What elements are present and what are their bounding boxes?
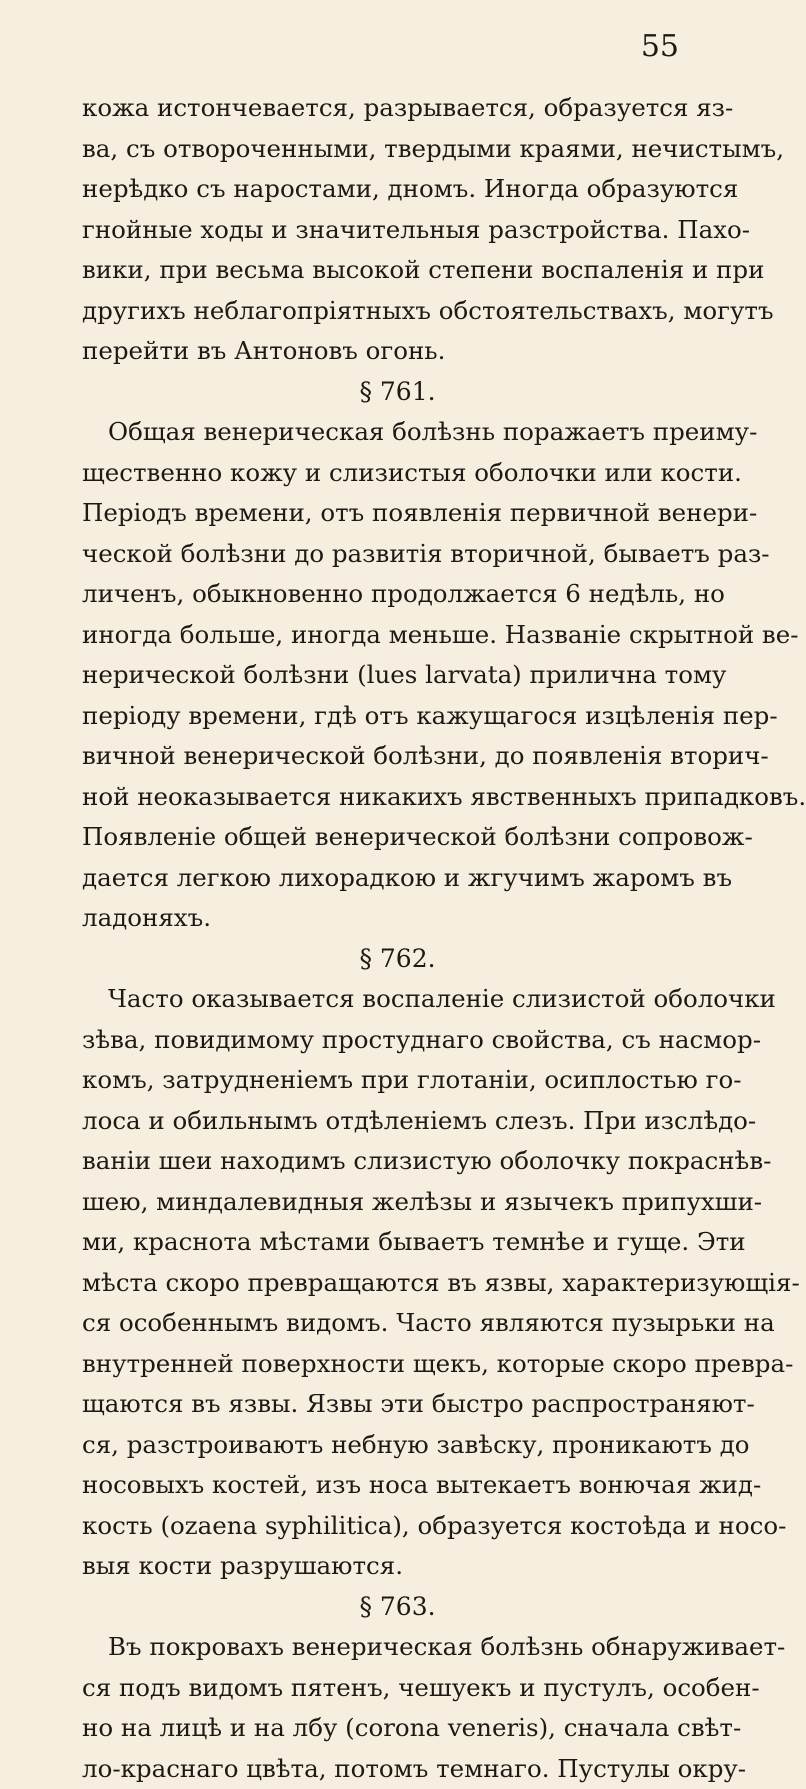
text-line: щаются въ язвы. Язвы эти быстро распространяют- — [82, 1384, 713, 1425]
text-line: ческой болѣзни до развитія вторичной, бываетъ раз- — [82, 534, 713, 575]
text-line: личенъ, обыкновенно продолжается 6 недѣль, но — [82, 574, 713, 615]
text-line: ва, съ отвороченными, твердыми краями, нечистымъ, — [82, 129, 713, 170]
page-text — [82, 88, 713, 1789]
text-line: вичной венерической болѣзни, до появленія вторич- — [82, 736, 713, 777]
text-line: щественно кожу и слизистыя оболочки или кости. — [82, 453, 713, 494]
text-line: ся, разстроиваютъ небную завѣску, проникаютъ до — [82, 1425, 713, 1466]
text-line: комъ, затрудненіемъ при глотаніи, осиплостью го- — [82, 1060, 713, 1101]
text-line: перейти въ Антоновъ огонь. — [82, 331, 713, 372]
text-line: ной неоказывается никакихъ явственныхъ припадковъ. — [82, 777, 713, 818]
text-line: вики, при весьма высокой степени воспаленія и при — [82, 250, 713, 291]
text-line: мѣста скоро превращаются въ язвы, характеризующія- — [82, 1263, 713, 1304]
text-line: Въ покровахъ венерическая болѣзнь обнаруживает- — [82, 1627, 713, 1668]
text-line: зѣва, повидимому простуднаго свойства, съ насмор- — [82, 1020, 713, 1061]
text-line: Появленіе общей венерической болѣзни сопровож- — [82, 817, 713, 858]
text-line: ся подъ видомъ пятенъ, чешуекъ и пустулъ, особен- — [82, 1668, 713, 1709]
text-line: нерической болѣзни (lues larvata) прилична тому — [82, 655, 713, 696]
text-line: ся особеннымъ видомъ. Часто являются пузырьки на — [82, 1303, 713, 1344]
text-line: Часто оказывается воспаленіе слизистой оболочки — [82, 979, 713, 1020]
text-line: ми, краснота мѣстами бываетъ темнѣе и гуще. Эти — [82, 1222, 713, 1263]
text-line: Общая венерическая болѣзнь поражаетъ преиму- — [82, 412, 713, 453]
text-line: гнойные ходы и значительныя разстройства. Пахо- — [82, 210, 713, 251]
text-line: выя кости разрушаются. — [82, 1546, 713, 1587]
text-line: иногда больше, иногда меньше. Названіе скрытной ве- — [82, 615, 713, 656]
text-line: ло-краснаго цвѣта, потомъ темнаго. Пустулы окру- — [82, 1749, 713, 1789]
text-line: шею, миндалевидныя желѣзы и язычекъ припухши- — [82, 1182, 713, 1223]
text-line: кость (ozaena syphilitica), образуется костоѣда и носо- — [82, 1506, 713, 1547]
text-line: ваніи шеи находимъ слизистую оболочку покраснѣв- — [82, 1141, 713, 1182]
text-line: другихъ неблагопріятныхъ обстоятельствахъ, могутъ — [82, 291, 713, 332]
section-heading: § 762. — [82, 939, 713, 980]
section-heading: § 761. — [82, 372, 713, 413]
text-line: кожа истончевается, разрывается, образуется яз- — [82, 88, 713, 129]
section-heading: § 763. — [82, 1587, 713, 1628]
text-line: Періодъ времени, отъ появленія первичной венери- — [82, 493, 713, 534]
text-line: ладоняхъ. — [82, 898, 713, 939]
text-line: дается легкою лихорадкою и жгучимъ жаромъ въ — [82, 858, 713, 899]
text-line: лоса и обильнымъ отдѣленіемъ слезъ. При изслѣдо- — [82, 1101, 713, 1142]
text-line: но на лицѣ и на лбу (corona veneris), сначала свѣт- — [82, 1708, 713, 1749]
text-line: внутренней поверхности щекъ, которые скоро превра- — [82, 1344, 713, 1385]
page-number: 55 — [641, 32, 679, 62]
text-line: періоду времени, гдѣ отъ кажущагося изцѣленія пер- — [82, 696, 713, 737]
text-line: носовыхъ костей, изъ носа вытекаетъ вонючая жид- — [82, 1465, 713, 1506]
text-line: нерѣдко съ наростами, дномъ. Иногда образуются — [82, 169, 713, 210]
